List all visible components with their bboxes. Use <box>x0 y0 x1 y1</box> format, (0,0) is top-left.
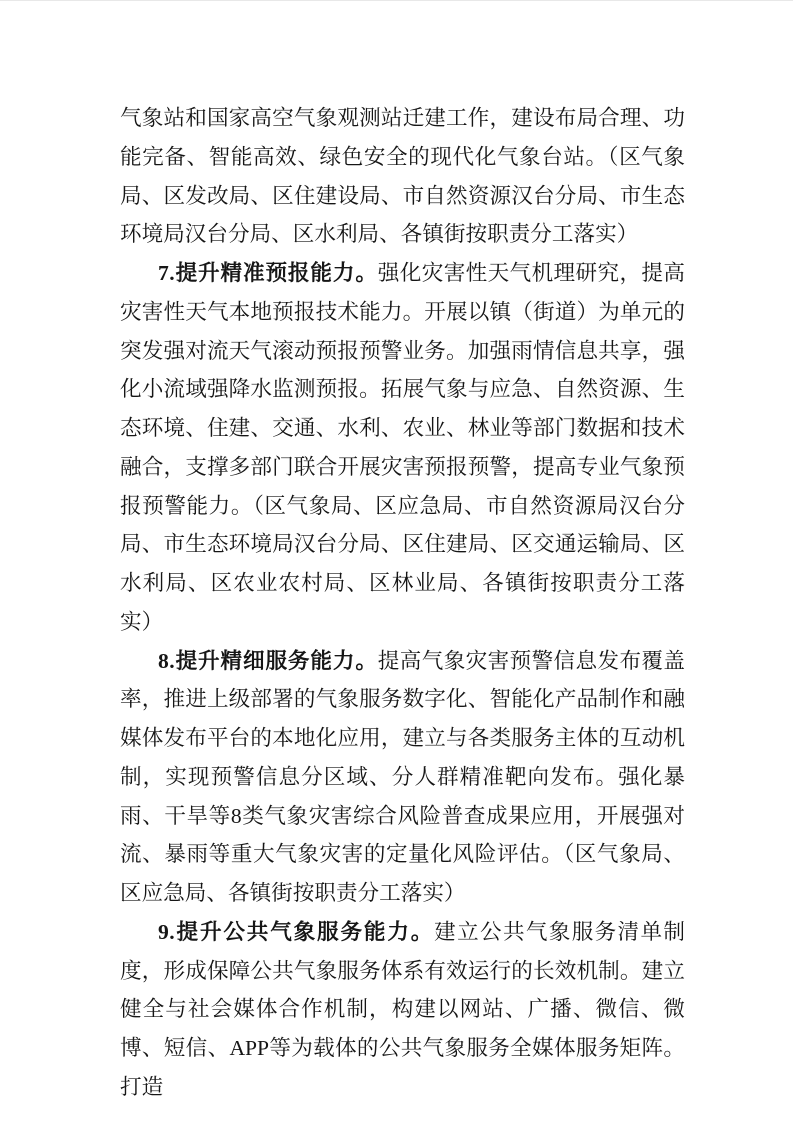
paragraph-text: 提高气象灾害预警信息发布覆盖率，推进上级部署的气象服务数字化、智能化产品制作和融媒体发布平台的本地化应用，建立与各类服务主体的互动机制，实现预警信息分区域、分人群精准靶向发布。强化暴雨、干旱等8类气象灾害综合风险普查成果应用，开展强对流、暴雨等重大气象灾害的定量化风险评估。（区气象局、区应急局、各镇街按职责分工落实） <box>120 648 685 905</box>
paragraph-text: 建立公共气象服务清单制度，形成保障公共气象服务体系有效运行的长效机制。建立健全与社会媒体合作机制，构建以网站、广播、微信、微博、短信、APP等为载体的公共气象服务全媒体服务矩阵。打造 <box>120 919 685 1099</box>
paragraph-item-7 <box>120 254 685 642</box>
paragraph-lead: 8.提升精细服务能力。 <box>158 648 378 673</box>
paragraph-continuation <box>120 99 685 254</box>
paragraph-item-8 <box>120 642 685 913</box>
paragraph-text: 气象站和国家高空气象观测站迁建工作，建设布局合理、功能完备、智能高效、绿色安全的现代化气象台站。（区气象局、区发改局、区住建设局、市自然资源汉台分局、市生态环境局汉台分局、区水利局、各镇街按职责分工落实） <box>120 106 685 247</box>
paragraph-lead: 7.提升精准预报能力。 <box>158 261 378 285</box>
paragraph-lead: 9.提升公共气象服务能力。 <box>158 919 435 944</box>
document-body <box>120 99 685 1107</box>
paragraph-item-9 <box>120 913 685 1107</box>
paragraph-text: 强化灾害性天气机理研究，提高灾害性天气本地预报技术能力。开展以镇（街道）为单元的突发强对流天气滚动预报预警业务。加强雨情信息共享，强化小流域强降水监测预报。拓展气象与应急、自然资源、生态环境、住建、交通、水利、农业、林业等部门数据和技术融合，支撑多部门联合开展灾害预报预警，提高专业气象预报预警能力。（区气象局、区应急局、市自然资源局汉台分局、市生态环境局汉台分局、区住建局、区交通运输局、区水利局、区农业农村局、区林业局、各镇街按职责分工落实） <box>120 261 685 634</box>
